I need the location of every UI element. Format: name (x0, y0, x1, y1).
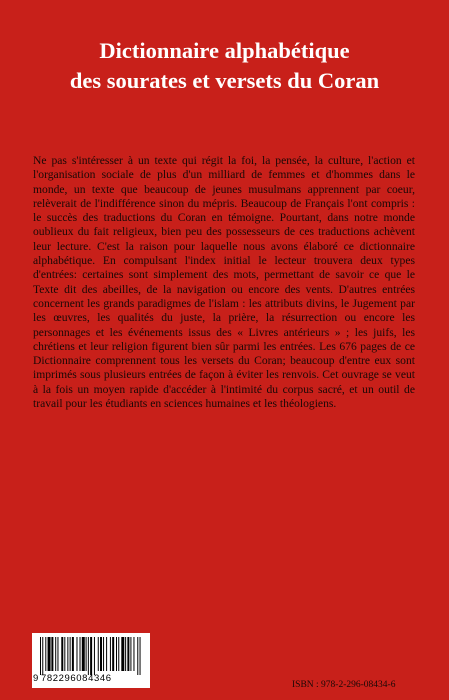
barcode-digits (32, 673, 150, 684)
barcode-bars (40, 637, 142, 675)
barcode-bar (40, 637, 41, 675)
book-title-line-1: Dictionnaire alphabétique (99, 38, 350, 63)
back-cover-blurb: Ne pas s'intéresser à un texte qui régit la foi, la pensée, la culture, l'action et l'organisation sociale de plus d'un milliard de femmes et d'hommes dans le monde, un texte que beaucoup de jeunes musulmans apprennent par coeur, relèverait de l'indifférence sinon du mépris. Beaucoup de Français l'ont compris : le succès des traductions du Coran en témoigne. Pourtant, dans notre monde oublieux du fait religieux, bien peu des possesseurs de ces traductions achèvent leur lecture. C'est la raison pour laquelle nous avons élaboré ce dictionnaire alphabétique. En compulsant l'index initial le lecteur trouvera deux types d'entrées: certaines sont simplement des mots, permettant de savoir ce que le Texte dit des abeilles, de la navigation ou encore des vents. D'autres entrées concernent les grands paradigmes de l'islam : les attributs divins, le Jugement par les œuvres, les qualités du juste, la prière, la résurrection ou encore les personnages et les événements issus des « Livres antérieurs » ; les juifs, les chrétiens et leur religion figurent bien sûr parmi les entrées. Les 676 pages de ce Dictionnaire comprennent tous les versets du Coran; beaucoup d'entre eux sont imprimés sous plusieurs entrées de façon à éviter les renvois. Cet ouvrage se veut à la fois un moyen rapide d'accéder à l'intimité du corpus sacré, et un outil de travail pour les étudiants en sciences humaines et les théologiens. (33, 154, 415, 411)
barcode-bar (94, 637, 95, 675)
barcode-bar (57, 637, 58, 671)
barcode-bar (48, 637, 51, 671)
barcode-bar (55, 637, 56, 671)
barcode-bar (140, 637, 141, 675)
barcode-bar (121, 637, 124, 671)
isbn-number: ISBN : 978-2-296-08434-6 (292, 680, 396, 690)
barcode-bar (118, 637, 119, 671)
barcode-bar (125, 637, 126, 671)
barcode-bar (112, 637, 114, 671)
barcode-bar (72, 637, 74, 671)
barcode-bar (51, 637, 53, 671)
barcode-bar (64, 637, 65, 671)
barcode-lead-digit: 9 (33, 673, 39, 684)
barcode-bar (127, 637, 129, 671)
barcode-bar (45, 637, 46, 671)
ean-barcode (32, 633, 150, 688)
barcode-bar (70, 637, 71, 671)
barcode-bar (88, 637, 89, 675)
barcode-bar (106, 637, 107, 671)
barcode-bar (133, 637, 134, 671)
barcode-bar (110, 637, 111, 671)
barcode-bar (76, 637, 77, 671)
barcode-bar (82, 637, 85, 671)
barcode-bar (116, 637, 117, 671)
barcode-bar (61, 637, 63, 671)
barcode-bar (137, 637, 138, 675)
barcode-bar (42, 637, 43, 675)
barcode-bar (86, 637, 87, 671)
book-title-line-2: des sourates et versets du Coran (69, 68, 380, 93)
barcode-bar (98, 637, 99, 671)
barcode-bar (130, 637, 131, 671)
book-title (0, 36, 449, 96)
barcode-bar (80, 637, 81, 671)
barcode-bar (103, 637, 104, 671)
barcode-bar (67, 637, 68, 671)
barcode-bar (90, 637, 92, 675)
barcode-number: 782296084346 (41, 673, 112, 684)
barcode-bar (100, 637, 102, 671)
